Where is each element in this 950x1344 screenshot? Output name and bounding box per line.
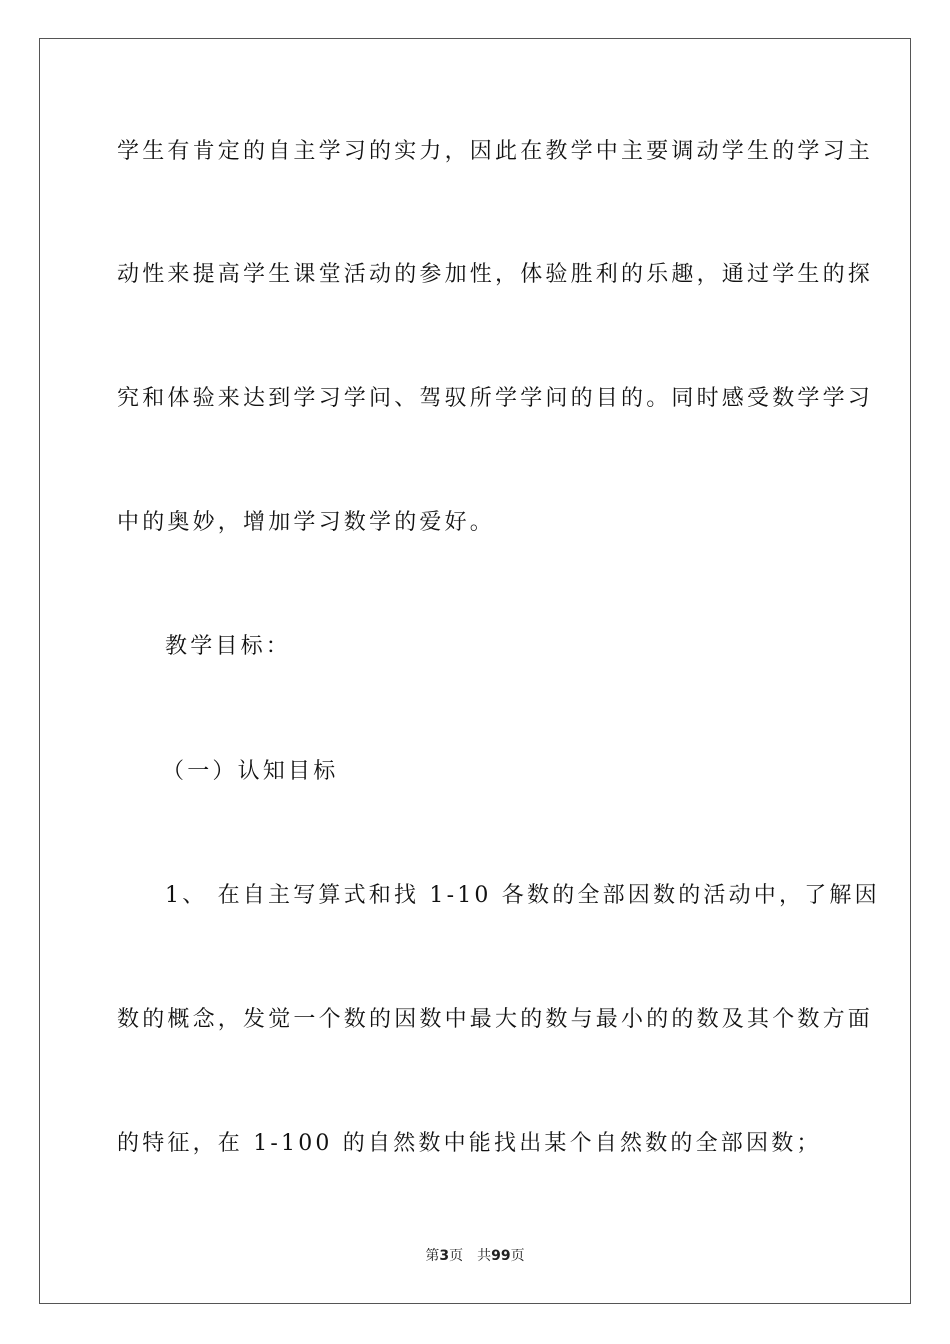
footer-page-number: 3	[439, 1248, 450, 1264]
footer-total-pages: 99	[491, 1248, 511, 1264]
footer-total-suffix: 页	[510, 1248, 525, 1264]
footer-page-suffix: 页	[449, 1248, 464, 1264]
subsection-heading-cognitive-goals: （一）认知目标	[162, 759, 339, 784]
body-text-line: 中的奥妙，增加学习数学的爱好。	[117, 510, 496, 535]
footer-total-prefix: 共	[477, 1248, 492, 1264]
list-item-text-line: 数的概念，发觉一个数的因数中最大的数与最小的的数及其个数方面	[117, 1007, 874, 1032]
body-text-line: 动性来提高学生课堂活动的参加性，体验胜利的乐趣，通过学生的探	[117, 262, 874, 287]
body-text-line: 究和体验来达到学习学问、驾驭所学学问的目的。同时感受数学学习	[117, 386, 874, 411]
page-footer	[0, 1247, 950, 1265]
list-item-text-line: 的特征，在 1-100 的自然数中能找出某个自然数的全部因数；	[117, 1131, 822, 1156]
section-heading-teaching-goals: 教学目标：	[165, 634, 292, 659]
list-item-text-line: 1、 在自主写算式和找 1-10 各数的全部因数的活动中，了解因	[165, 883, 880, 908]
page-frame	[39, 38, 911, 1304]
footer-page-prefix: 第	[425, 1248, 440, 1264]
body-text-line: 学生有肯定的自主学习的实力，因此在教学中主要调动学生的学习主	[117, 139, 874, 164]
